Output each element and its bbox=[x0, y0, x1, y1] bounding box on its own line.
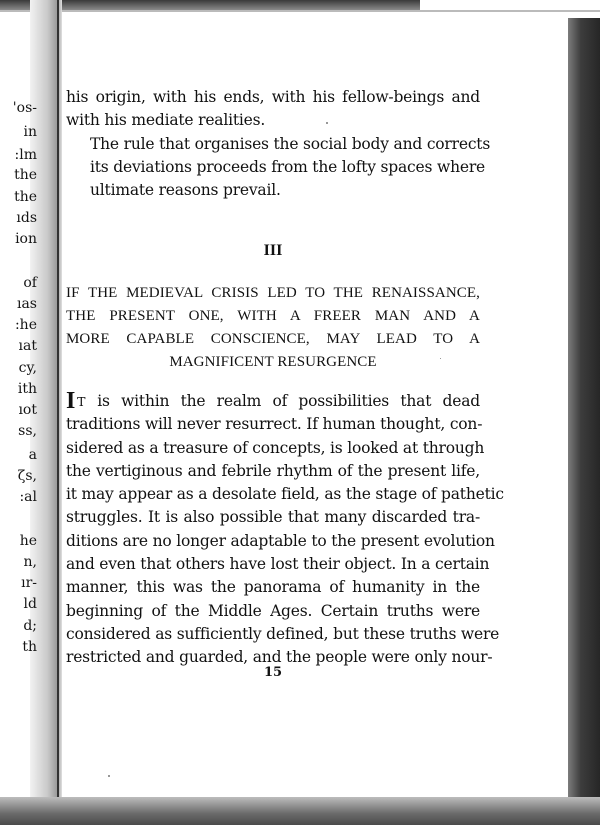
book-spine-line bbox=[57, 0, 59, 825]
text-line: manner, this was the panorama of humanity in the bbox=[66, 578, 480, 597]
facing-page-fragment: ld bbox=[23, 596, 37, 612]
text-line: considered as sufficiently defined, but these truths were bbox=[66, 624, 500, 643]
heading-line: MAGNIFICENT RESURGENCE bbox=[169, 354, 377, 370]
facing-page-fragment: :al bbox=[19, 489, 37, 505]
facing-page-fragment: :lm bbox=[14, 147, 37, 163]
facing-page-fragment: ır- bbox=[21, 575, 37, 591]
facing-page-fragment: cy, bbox=[18, 360, 37, 376]
text-line: the vertiginous and febrile rhythm of the present life, bbox=[66, 461, 480, 480]
text-line: struggles. It is also possible that many discarded tra- bbox=[66, 508, 480, 527]
facing-page-fragment: of bbox=[23, 275, 37, 291]
text-line: with his mediate realities. bbox=[66, 111, 266, 130]
facing-page-fragment: th bbox=[22, 639, 37, 655]
text-line: its deviations proceeds from the lofty spaces where bbox=[90, 157, 486, 176]
facing-page-fragment: he bbox=[19, 533, 37, 549]
text-line: traditions will never resurrect. If human thought, con- bbox=[66, 415, 483, 434]
facing-page-fragment: ıas bbox=[16, 296, 37, 312]
scan-speck bbox=[108, 775, 110, 777]
facing-page-fragment: n, bbox=[23, 554, 37, 570]
first-line-text: is within the realm of possibilities that dead bbox=[85, 392, 480, 410]
text-line-first bbox=[66, 389, 480, 413]
facing-page-fragment: 'os- bbox=[12, 100, 37, 116]
small-caps: T bbox=[77, 394, 86, 409]
facing-page-fragment: d; bbox=[23, 618, 37, 634]
facing-page-fragment: a bbox=[28, 447, 37, 463]
text-line: it may appear as a desolate field, as the stage of pathetic bbox=[66, 485, 504, 504]
scan-speck bbox=[440, 358, 441, 359]
text-line: and even that others have lost their object. In a certain bbox=[66, 555, 490, 574]
text-line: ditions are no longer adaptable to the present evolution bbox=[66, 531, 495, 550]
scan-speck bbox=[326, 122, 328, 124]
text-line: his origin, with his ends, with his fellow-beings and bbox=[66, 88, 480, 106]
page-number: 15 bbox=[263, 665, 283, 680]
top-text-block bbox=[66, 86, 491, 202]
heading-line: MORE CAPABLE CONSCIENCE, MAY LEAD TO A bbox=[66, 331, 480, 347]
text-line: ultimate reasons prevail. bbox=[90, 181, 281, 200]
facing-page-fragment: in bbox=[23, 124, 37, 140]
facing-page-fragment: ıds bbox=[16, 210, 37, 226]
paragraph bbox=[66, 133, 491, 203]
body-text-block bbox=[66, 388, 504, 670]
section-number: III bbox=[263, 242, 283, 259]
paragraph bbox=[66, 388, 504, 670]
facing-page-fragment: the bbox=[14, 189, 37, 205]
facing-page-fragment: ion bbox=[15, 231, 37, 247]
scan-top-shadow bbox=[0, 0, 420, 10]
heading-line: IF THE MEDIEVAL CRISIS LED TO THE RENAISSANCE, bbox=[66, 285, 480, 301]
facing-page-fragment: the bbox=[14, 167, 37, 183]
scan-bottom-edge bbox=[0, 797, 600, 825]
facing-page-fragment: ıat bbox=[18, 338, 37, 354]
text-line: The rule that organises the social body and corrects bbox=[90, 134, 491, 153]
drop-cap: I bbox=[66, 388, 76, 414]
facing-page-fragment: ıot bbox=[18, 402, 37, 418]
text-line: beginning of the Middle Ages. Certain truths were bbox=[66, 601, 480, 620]
facing-page-fragments bbox=[0, 0, 40, 800]
text-line: sidered as a treasure of concepts, is looked at through bbox=[66, 438, 485, 457]
facing-page-fragment: ith bbox=[17, 381, 37, 397]
scan-top-edge bbox=[0, 10, 600, 12]
section-heading bbox=[66, 282, 480, 374]
scan-right-edge bbox=[568, 18, 600, 825]
continuation-paragraph bbox=[66, 86, 480, 133]
facing-page-fragment: :he bbox=[14, 317, 37, 333]
facing-page-fragment: ζs, bbox=[17, 468, 37, 484]
text-line: restricted and guarded, and the people were only nour- bbox=[66, 648, 493, 667]
heading-line: THE PRESENT ONE, WITH A FREER MAN AND A bbox=[66, 308, 480, 324]
facing-page-fragment: ss, bbox=[18, 423, 37, 439]
